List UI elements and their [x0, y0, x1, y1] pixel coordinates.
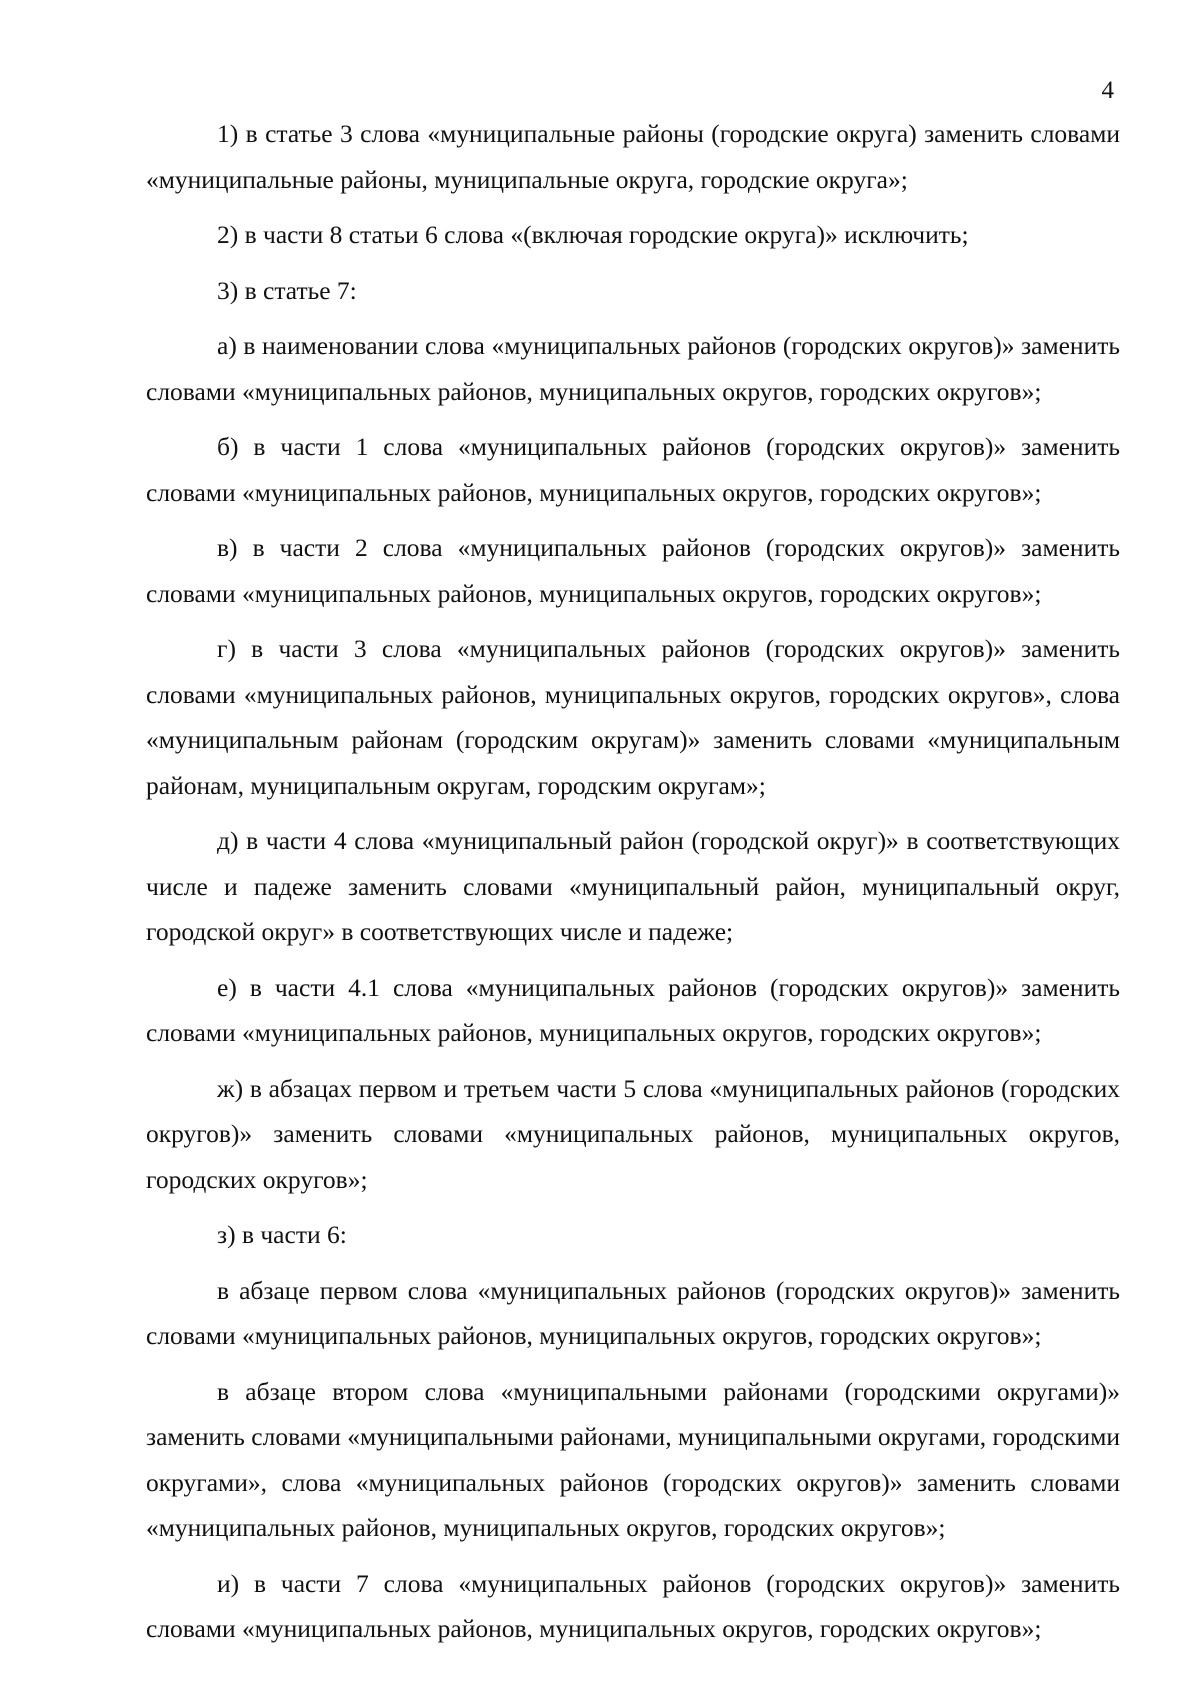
paragraph-3b: б) в части 1 слова «муниципальных районов (городских округов)» заменить словами «муниципальных районов, муниципальных округов, городских округов»; [146, 432, 1120, 507]
document-body [146, 111, 1120, 1662]
page-number: 4 [1101, 77, 1114, 104]
paragraph-3z-first-abzac: в абзаце первом слова «муниципальных районов (городских округов)» заменить словами «муниципальных районов, муниципальных округов, городских округов»; [146, 1275, 1120, 1350]
paragraph-3z-second-abzac: в абзаце втором слова «муниципальными районами (городскими округами)» заменить словами «муниципальными районами, муниципальными округами, городскими округами», слова «муниципальных районов (городских округов)» заменить словами «муниципальных районов, муниципальных округов, городских округов»; [146, 1376, 1120, 1542]
paragraph-3z: з) в части 6: [217, 1220, 347, 1249]
paragraph-3d: д) в части 4 слова «муниципальный район (городской округ)» в соответствующих числе и падеже заменить словами «муниципальный район, муниципальный округ, городской округ» в соответствующих числе и падеже; [146, 826, 1120, 946]
paragraph-3i: и) в части 7 слова «муниципальных районов (городских округов)» заменить словами «муниципальных районов, муниципальных округов, городских округов»; [146, 1568, 1120, 1643]
paragraph-3e: е) в части 4.1 слова «муниципальных районов (городских округов)» заменить словами «муниципальных районов, муниципальных округов, городских округов»; [146, 972, 1120, 1047]
paragraph-3a: а) в наименовании слова «муниципальных районов (городских округов)» заменить словами «муниципальных районов, муниципальных округов, городских округов»; [146, 331, 1120, 406]
paragraph-1: 1) в статье 3 слова «муниципальные районы (городские округа) заменить словами «муниципальные районы, муниципальные округа, городские округа»; [146, 119, 1120, 194]
paragraph-2: 2) в части 8 статьи 6 слова «(включая городские округа)» исключить; [217, 220, 969, 249]
paragraph-3: 3) в статье 7: [217, 275, 357, 305]
paragraph-3g: г) в части 3 слова «муниципальных районов (городских округов)» заменить словами «муниципальных районов, муниципальных округов, городских округов», слова «муниципальным районам (городским округам)» заменить словами «муниципальным районам, муниципальным округам, городским округам»; [146, 634, 1120, 800]
paragraph-3zh: ж) в абзацах первом и третьем части 5 слова «муниципальных районов (городских округов)» заменить словами «муниципальных районов, муниципальных округов, городских округов»; [146, 1073, 1120, 1194]
paragraph-3v: в) в части 2 слова «муниципальных районов (городских округов)» заменить словами «муниципальных районов, муниципальных округов, городских округов»; [146, 533, 1120, 608]
